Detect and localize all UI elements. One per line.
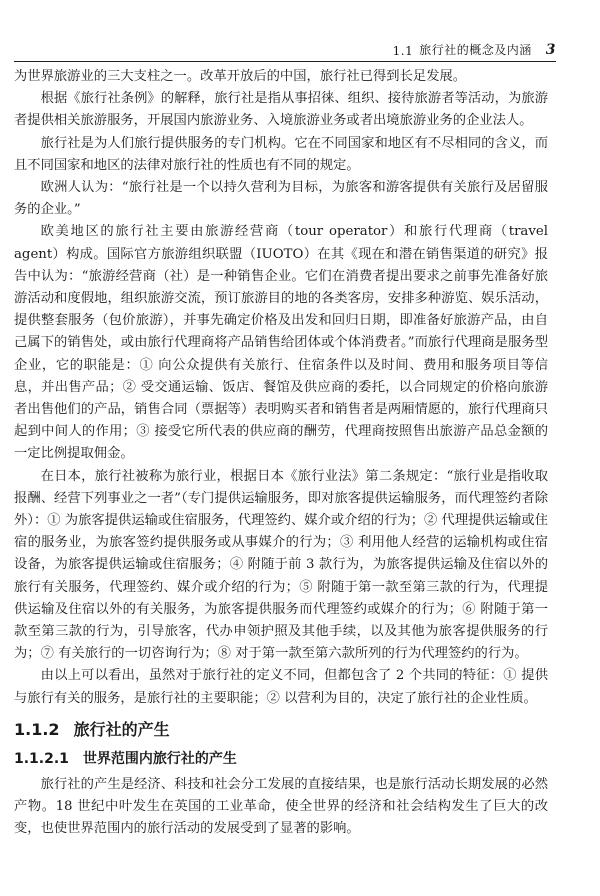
subsection-heading-number: 1.1.2.1 — [14, 750, 69, 767]
paragraph: 为世界旅游业的三大支柱之一。改革开放后的中国，旅行社已得到长足发展。 — [14, 69, 467, 84]
paragraph: 旅行社的产生是经济、科技和社会分工发展的直接结果，也是旅行活动长期发展的必然产物。18 世纪中叶发生在英国的工业革命，使全世界的经济和社会结构发生了巨大的改变，也使世界范围内的旅行活动的发展受到了显著的影响。 — [14, 776, 548, 837]
paragraph: 欧美地区的旅行社主要由旅游经营商（tour operator）和旅行代理商（travel agent）构成。国际官方旅游组织联盟（IUOTO）在其《现在和潜在销售渠道的研究》报告中认为：“旅游经营商（社）是一种销售企业。它们在消费者提出要求之前事先准备好旅游活动和度假地，组织旅游交流，预订旅游目的地的各类客房，安排多种游览、娱乐活动，提供整套服务（包价旅游），并事先确定价格及出发和回归日期，即准备好旅游产品，由自己属下的销售处，或由旅行代理商将产品销售给团体或个体消费者。”而旅行代理商是服务型企业，它的职能是：① 向公众提供有关旅行、住宿条件以及时间、费用和服务项目等信息，并出售产品；② 受交通运输、饭店、餐馆及供应商的委托，以合同规定的价格向旅游者出售他们的产品，销售合同（票据等）表明购买者和销售者是两厢情愿的，旅行代理商只起到中间人的作用；③ 接受它所代表的供应商的酬劳，代理商按照售出旅游产品总金额的一定比例提取佣金。 — [14, 224, 548, 462]
header-section-title: 旅行社的概念及内涵 — [419, 43, 532, 57]
page-body — [14, 66, 548, 841]
page-number: 3 — [545, 42, 556, 58]
paragraph: 欧洲人认为：“旅行社是一个以持久营利为目标，为旅客和游客提供有关旅行及居留服务的企业。” — [14, 180, 548, 218]
running-header — [14, 40, 556, 62]
paragraph-group-top — [14, 66, 548, 710]
section-heading-number: 1.1.2 — [14, 719, 60, 739]
paragraph: 旅行社是为人们旅行提供服务的专门机构。它在不同国家和地区有不尽相同的含义，而且不同国家和地区的法律对旅行社的性质也有不同的规定。 — [14, 135, 548, 173]
header-section-number: 1.1 — [392, 44, 414, 58]
section-heading — [14, 718, 548, 742]
paragraph-group-bottom — [14, 774, 548, 841]
subsection-heading-title: 世界范围内旅行社的产生 — [82, 750, 237, 767]
paragraph: 根据《旅行社条例》的解释，旅行社是指从事招徕、组织、接待旅游者等活动，为旅游者提供相关旅游服务，开展国内旅游业务、入境旅游业务或者出境旅游业务的企业法人。 — [14, 91, 548, 129]
paragraph: 由以上可以看出，虽然对于旅行社的定义不同，但都包含了 2 个共同的特征：① 提供与旅行有关的服务，是旅行社的主要职能；② 以营利为目的，决定了旅行社的企业性质。 — [14, 668, 548, 706]
paragraph: 在日本，旅行社被称为旅行业，根据日本《旅行业法》第二条规定：“旅行业是指收取报酬、经营下列事业之一者”（专门提供运输服务，即对旅客提供运输服务，而代理签约者除外）：① 为旅客提供运输或住宿服务，代理签约、媒介或介绍的行为；② 代理提供运输或住宿的服务业，为旅客签约提供服务或从事媒介的行为；③ 利用他人经营的运输机构或住宿设备，为旅客提供运输或住宿服务；④ 附随于前 3 款行为，为旅客提供运输及住宿以外的旅行有关服务，代理签约、媒介或介绍的行为；⑤ 附随于第一款至第三款的行为，代理提供运输及住宿以外的有关服务，为旅客提供服务而代理签约或媒介的行为；⑥ 附随于第一款至第三款的行为，引导旅客，代办申领护照及其他手续，以及其他为旅客提供服务的行为；⑦ 有关旅行的一切咨询行为；⑧ 对于第一款至第六款所列的行为代理签约的行为。 — [14, 468, 548, 662]
section-heading-title: 旅行社的产生 — [73, 719, 170, 739]
subsection-heading — [14, 748, 548, 770]
